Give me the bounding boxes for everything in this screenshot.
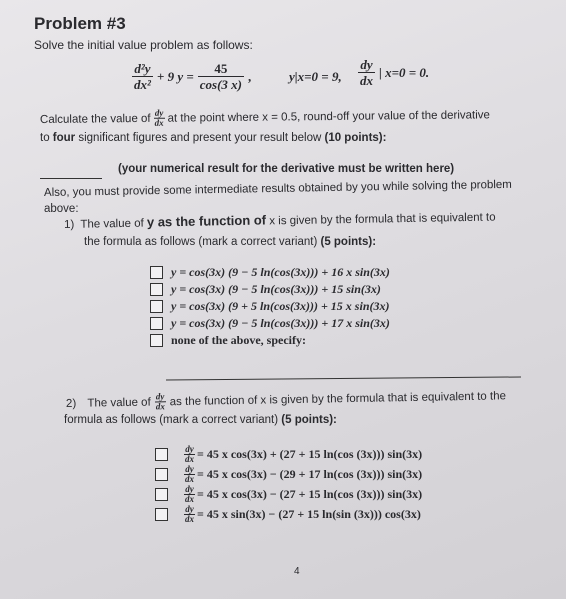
calculate-instruction: Calculate the value of $\frac{dy}{dx}$ at the point where x = 0.5, round-off your value of the derivative xyxy=(39,107,490,128)
checkbox[interactable] xyxy=(155,468,168,481)
checkbox[interactable] xyxy=(155,448,168,461)
q1-option-3[interactable]: y = cos(3x) (9 + 5 ln(cos(3x))) + 15 x sin(3x) xyxy=(150,298,390,315)
answer-note: (your numerical result for the derivative must be written here) xyxy=(118,163,455,175)
also-paragraph-line2: above: xyxy=(44,203,79,215)
q1-option-2[interactable]: y = cos(3x) (9 − 5 ln(cos(3x))) + 15 sin(3x) xyxy=(150,281,390,298)
dy-dx-fraction: $\frac{dy}{dx}$ xyxy=(360,57,373,88)
also-paragraph-line1: Also, you must provide some intermediate results obtained by you while solving the problem xyxy=(43,178,512,199)
answer-blank[interactable] xyxy=(40,178,102,179)
q2-prompt: 2) The value of $\frac{dy}{dx}$ as the function of x is given by the formula that is equivalent to the xyxy=(65,389,507,412)
q1-options xyxy=(150,264,390,349)
checkbox[interactable] xyxy=(150,317,163,330)
q2-prompt-line2: formula as follows (mark a correct variant) (5 points): xyxy=(64,414,337,426)
page-number: 4 xyxy=(294,566,300,577)
equation-comma: , xyxy=(248,68,252,84)
differential-equation xyxy=(132,62,251,91)
initial-condition-y: y|x=0 = 9, xyxy=(289,69,342,84)
problem-instruction: Solve the initial value problem as follows: xyxy=(34,38,253,52)
q2-option-2[interactable]: $\frac{dy}{dx}$ = 45 x cos(3x) − (29 + 17 ln(cos (3x))) sin(3x) xyxy=(155,464,422,484)
checkbox[interactable] xyxy=(155,488,168,501)
q1-option-1[interactable]: y = cos(3x) (9 − 5 ln(cos(3x))) + 16 x sin(3x) xyxy=(150,264,390,281)
q2-option-3[interactable]: $\frac{dy}{dx}$ = 45 x cos(3x) − (27 + 15 ln(cos (3x))) sin(3x) xyxy=(155,484,422,504)
q2-option-1[interactable]: $\frac{dy}{dx}$ = 45 x cos(3x) + (27 + 15 ln(cos (3x))) sin(3x) xyxy=(155,444,422,464)
precision-instruction: to four significant figures and present your result below (10 points): xyxy=(40,132,387,144)
problem-title: Problem #3 xyxy=(34,14,126,33)
q1-option-4[interactable]: y = cos(3x) (9 − 5 ln(cos(3x))) + 17 x sin(3x) xyxy=(150,315,390,332)
checkbox[interactable] xyxy=(150,334,163,347)
q1-prompt-line2: the formula as follows (mark a correct variant) (5 points): xyxy=(84,236,377,248)
q1-option-5[interactable]: none of the above, specify: xyxy=(150,332,390,349)
q1-prompt: 1) The value of y as the function of x is given by the formula that is equivalent to xyxy=(63,211,496,231)
checkbox[interactable] xyxy=(150,266,163,279)
initial-condition-dy: $\frac{dy}{dx}$ | x=0 = 0. xyxy=(360,57,430,88)
equation-lhs: + 9 y = xyxy=(156,68,194,84)
rhs-fraction: $\frac{45}{\cos(3 x)}$ xyxy=(199,61,242,92)
checkbox[interactable] xyxy=(150,300,163,313)
checkbox[interactable] xyxy=(150,283,163,296)
q2-options xyxy=(155,444,422,524)
q2-option-4[interactable]: $\frac{dy}{dx}$ = 45 x sin(3x) − (27 + 15 ln(sin (3x))) cos(3x) xyxy=(155,504,422,524)
checkbox[interactable] xyxy=(155,508,168,521)
specify-blank[interactable] xyxy=(166,376,521,380)
second-derivative-fraction: $\frac{\text{d²y}}{\text{dx²}}$ xyxy=(134,61,151,92)
